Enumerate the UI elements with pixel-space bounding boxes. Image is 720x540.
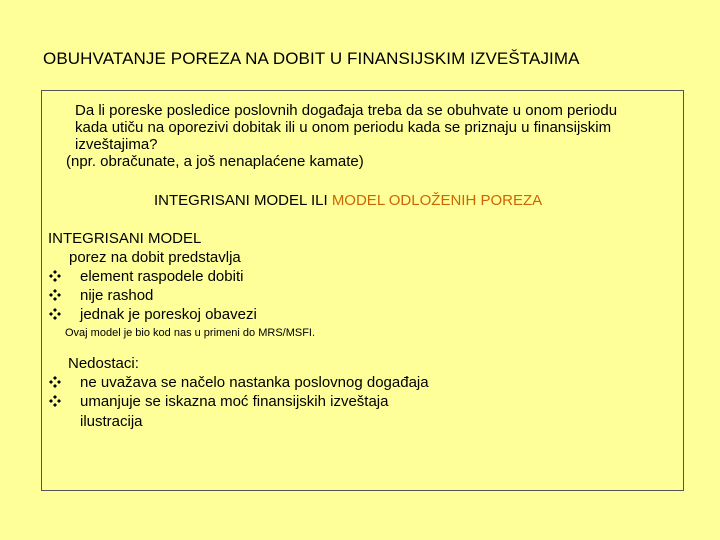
question-line-3: izveštajima? <box>75 136 158 153</box>
question-line-1: Da li poreske posledice poslovnih događaja treba da se obuhvate u onom periodu <box>75 102 618 119</box>
four-diamond-bullet-icon <box>49 308 61 320</box>
drawbacks-item-2: umanjuje se iskazna moć finansijskih izveštaja <box>80 393 389 410</box>
four-diamond-bullet-icon <box>49 270 61 282</box>
page-title: OBUHVATANJE POREZA NA DOBIT U FINANSIJSKIM IZVEŠTAJIMA <box>43 49 580 68</box>
integrated-heading: INTEGRISANI MODEL <box>48 230 202 247</box>
integrated-item-2: nije rashod <box>80 287 154 304</box>
integrated-item-1: element raspodele dobiti <box>80 268 244 285</box>
drawbacks-heading: Nedostaci: <box>68 355 139 372</box>
integrated-item-3: jednak je poreskoj obavezi <box>80 306 257 323</box>
drawbacks-item-1: ne uvažava se načelo nastanka poslovnog događaja <box>80 374 429 391</box>
four-diamond-bullet-icon <box>49 395 61 407</box>
models-heading <box>154 192 542 209</box>
four-diamond-bullet-icon <box>49 376 61 388</box>
models-heading-part1: INTEGRISANI MODEL ILI <box>154 192 332 209</box>
question-line-4: (npr. obračunate, a još nenaplaćene kamate) <box>66 153 364 170</box>
models-heading-part2: MODEL ODLOŽENIH POREZA <box>331 192 543 209</box>
integrated-intro: porez na dobit predstavlja <box>69 249 241 266</box>
question-line-2: kada utiču na oporezivi dobitak ili u onom periodu kada se priznaju u finansijskim <box>75 119 612 136</box>
integrated-note: Ovaj model je bio kod nas u primeni do MRS/MSFI. <box>65 327 316 339</box>
drawbacks-continuation: ilustracija <box>80 413 143 430</box>
four-diamond-bullet-icon <box>49 289 61 301</box>
